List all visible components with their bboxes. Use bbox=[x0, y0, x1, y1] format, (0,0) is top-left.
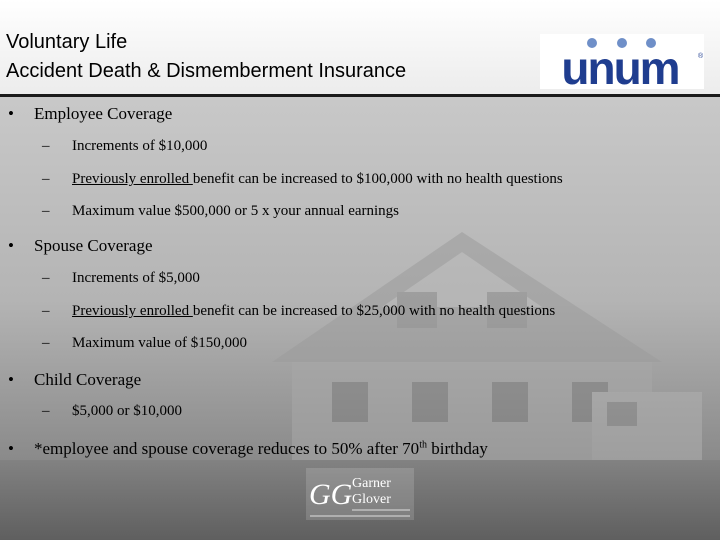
sub-item: – Increments of $5,000 bbox=[42, 270, 200, 286]
header bbox=[0, 0, 720, 94]
section-heading: Child Coverage bbox=[34, 370, 142, 389]
sub-item: – Maximum value $500,000 or 5 x your annual earnings bbox=[42, 203, 400, 219]
logo-wordmark: unum bbox=[561, 42, 679, 89]
svg-text:Glover: Glover bbox=[352, 492, 391, 507]
header-divider bbox=[0, 94, 720, 97]
bullet-child: • Child Coverage bbox=[8, 370, 142, 389]
title-line-2: Accident Death & Dismemberment Insurance bbox=[6, 60, 407, 82]
sub-item: – Previously enrolled benefit can be increased to $100,000 with no health questions bbox=[42, 171, 563, 187]
bullet-note: • *employee and spouse coverage reduces to 50% after 70th birthday bbox=[8, 439, 488, 458]
title-line-1: Voluntary Life bbox=[6, 31, 128, 53]
house-watermark bbox=[262, 232, 720, 462]
sub-item: – $5,000 or $10,000 bbox=[42, 403, 182, 419]
sub-item: – Increments of $10,000 bbox=[42, 138, 208, 154]
bullet-spouse: • Spouse Coverage bbox=[8, 236, 153, 255]
note-text: *employee and spouse coverage reduces to 50% after 70 bbox=[34, 439, 420, 458]
svg-text:Garner: Garner bbox=[352, 476, 391, 491]
garner-glover-logo bbox=[306, 468, 414, 520]
slide-title bbox=[6, 28, 406, 86]
section-heading: Employee Coverage bbox=[34, 104, 173, 123]
unum-logo bbox=[540, 34, 704, 89]
bullet-glyph: • bbox=[8, 104, 14, 123]
bullet-employee bbox=[8, 104, 172, 124]
sub-item: – Previously enrolled benefit can be increased to $25,000 with no health questions bbox=[42, 303, 556, 319]
svg-text:®: ® bbox=[698, 53, 704, 60]
sub-item: – Maximum value of $150,000 bbox=[42, 335, 247, 351]
section-heading: Spouse Coverage bbox=[34, 236, 153, 255]
svg-text:GG: GG bbox=[309, 478, 353, 511]
